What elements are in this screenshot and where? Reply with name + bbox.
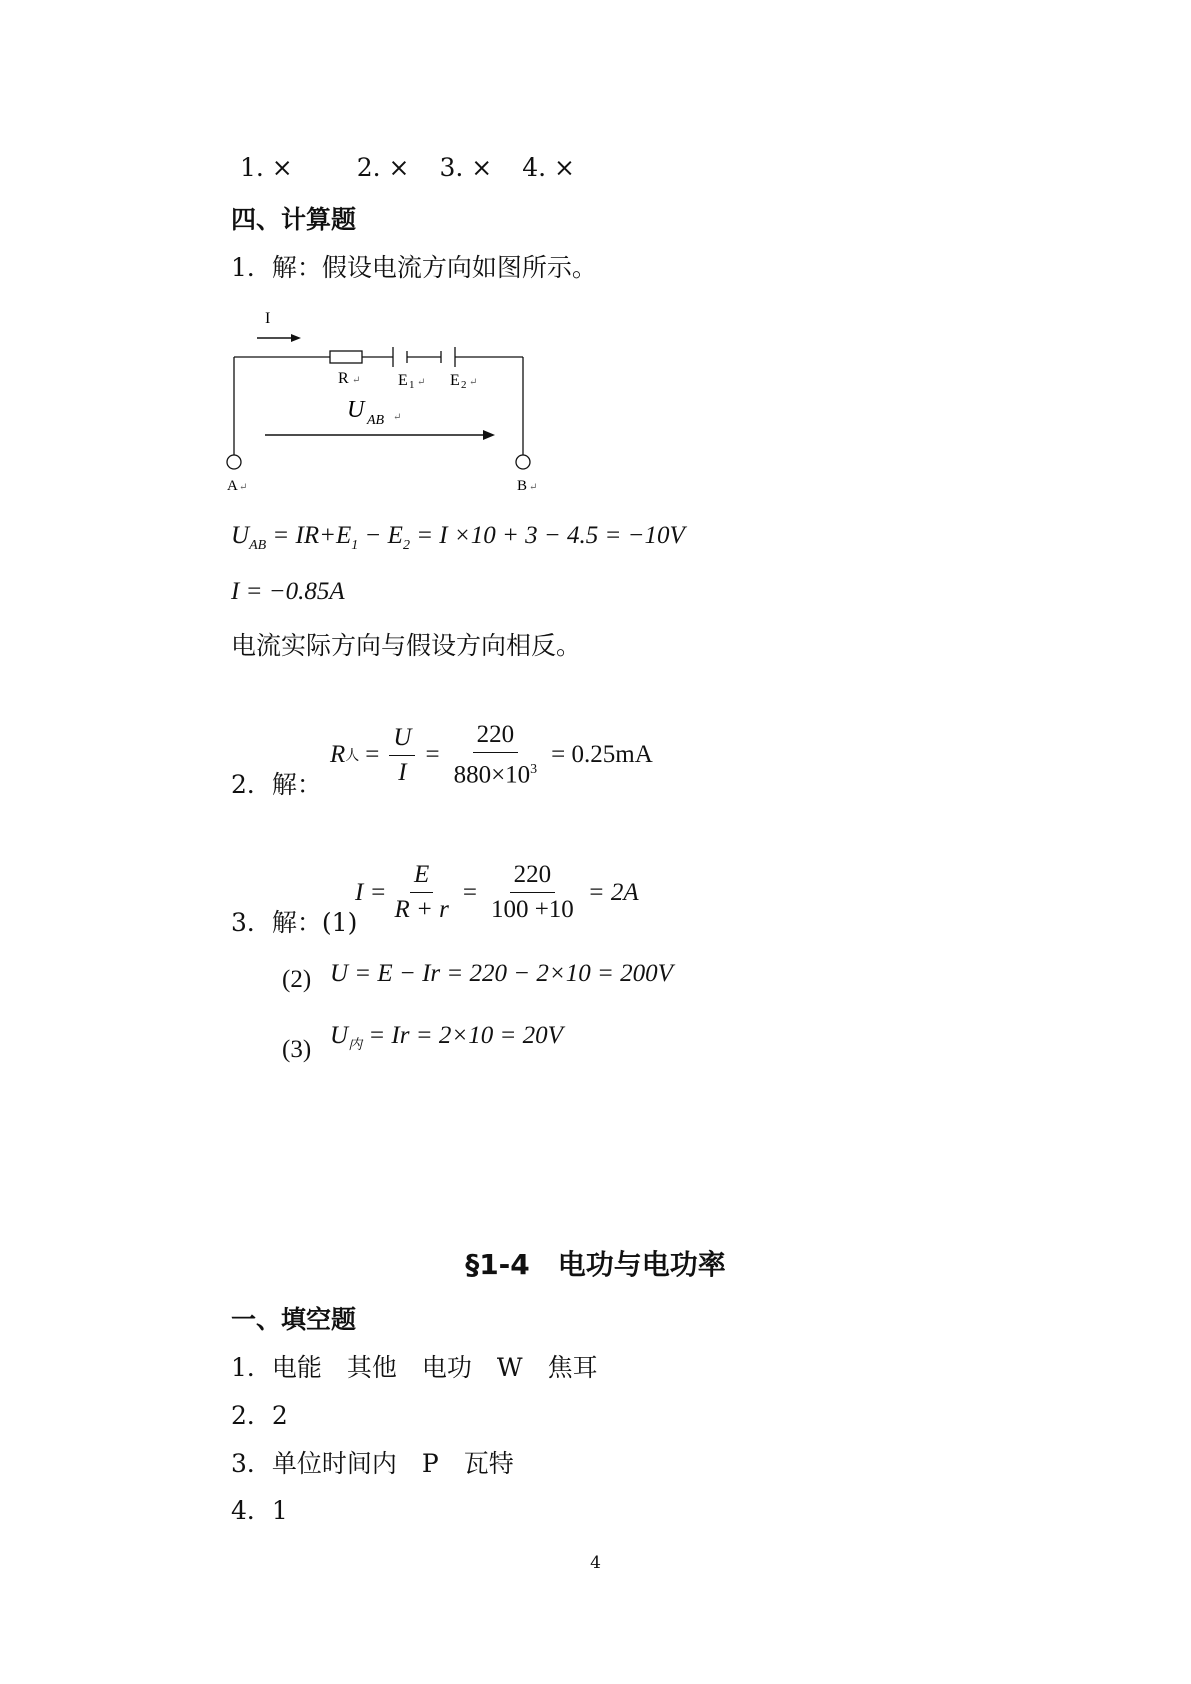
q1-equation-current: I = −0.85A <box>231 578 345 605</box>
q3-eq3-lhs-sub: 内 <box>348 1038 363 1053</box>
uab-arrow-head <box>483 430 495 440</box>
terminal-a <box>227 455 241 469</box>
fill-blank-answer-2: 2．2 <box>231 1401 288 1430</box>
q3-f1-den: R + r <box>394 896 449 923</box>
q1-eq1-e1-sub: 1 <box>351 538 359 553</box>
q2-label: 2．解： <box>231 770 322 799</box>
e2-sub: 2 <box>461 379 467 391</box>
q1-eq1-rhs: = I ×10 + 3 − 4.5 = −10V <box>409 522 685 549</box>
uab-label: U <box>347 397 365 423</box>
e1-label: E <box>398 372 408 389</box>
q1-eq1-lhs: U <box>231 522 250 549</box>
q3-part3-label: (3) <box>282 1036 312 1063</box>
node-b-return-mark: ↵ <box>529 482 538 493</box>
uab-return-mark: ↵ <box>393 412 402 423</box>
q1-conclusion: 电流实际方向与假设方向相反。 <box>231 631 582 660</box>
q3-f1-num: E <box>410 860 433 893</box>
q2-f1-den: I <box>398 758 407 786</box>
q1-eq1-mid: = IR+E <box>266 522 352 549</box>
section-1-4-title: §1-4 电功与电功率 <box>465 1248 726 1281</box>
q3-equation-2: U = E − Ir = 220 − 2×10 = 200V <box>330 960 673 987</box>
tf-answer-4: 4. × <box>522 153 575 182</box>
q3-f2-num: 220 <box>510 860 556 893</box>
q3-fraction-values <box>487 860 578 925</box>
q3-fraction-e-over-rr <box>390 860 452 925</box>
e1-sub: 1 <box>409 379 415 391</box>
uab-sub: AB <box>367 413 385 428</box>
q3-eq1-lhs: I = <box>355 878 387 906</box>
q3-equation-3 <box>330 1022 563 1054</box>
current-label: I <box>265 310 271 327</box>
resistor-symbol <box>330 351 362 363</box>
q3-label: 3．解：(1) <box>231 908 358 937</box>
q1-equation-voltage <box>231 522 685 554</box>
q2-eq-lhs-sub: 人 <box>345 749 360 765</box>
q3-part2-label: (2) <box>282 966 312 993</box>
q3-f2-den: 100 +10 <box>490 896 574 923</box>
tf-answer-1: 1. × <box>240 153 293 182</box>
circuit-diagram <box>215 305 555 505</box>
terminal-b <box>516 455 530 469</box>
q3-eq3-rhs: = Ir = 2×10 = 20V <box>362 1022 563 1049</box>
calc-section-heading: 四、计算题 <box>231 205 357 234</box>
current-arrow-head <box>291 334 301 342</box>
q1-label: 1．解：假设电流方向如图所示。 <box>231 253 597 282</box>
resistor-return-mark: ↵ <box>352 375 361 386</box>
q2-fraction-values <box>450 720 542 790</box>
q2-eq-rhs: = 0.25mA <box>551 741 653 769</box>
q3-eq1-rhs: = 2A <box>587 878 639 906</box>
q3-equation-1: I = $\frac{E}{R + r}$ = $\frac{220}{100 +10}$ = 2A <box>355 861 639 923</box>
q2-eq-lhs: R <box>330 741 346 769</box>
q2-fraction-u-over-i <box>389 723 415 788</box>
q1-eq1-minus-e: − E <box>358 522 403 549</box>
q3-eq3-lhs: U <box>330 1022 349 1049</box>
node-b-label: B <box>517 478 528 494</box>
q1-eq1-lhs-sub: AB <box>249 538 267 553</box>
q2-f1-num: U <box>389 723 415 756</box>
fill-blank-heading: 一、填空题 <box>231 1305 357 1334</box>
node-a-label: A <box>227 478 238 494</box>
e1-return-mark: ↵ <box>417 377 426 388</box>
q2-f2-den-sup: 3 <box>530 762 538 777</box>
fill-blank-answer-3: 3．单位时间内 P 瓦特 <box>231 1449 514 1478</box>
q1-eq1-e2-sub: 2 <box>402 538 410 553</box>
e2-return-mark: ↵ <box>469 377 478 388</box>
tf-answers-row <box>240 153 575 182</box>
resistor-label: R <box>338 370 349 387</box>
e2-label: E <box>450 372 460 389</box>
q2-f2-num: 220 <box>473 720 519 753</box>
tf-answer-2: 2. × <box>356 153 410 182</box>
q2-equation: R 人 = $\frac{U}{I}$ = $\frac{220}{880\times 10^3}$ = 0.25mA <box>330 721 653 789</box>
fill-blank-answer-4: 4．1 <box>231 1496 288 1525</box>
node-a-return-mark: ↵ <box>239 482 248 493</box>
tf-answer-3: 3. × <box>439 153 493 182</box>
fill-blank-answer-1: 1．电能 其他 电功 W 焦耳 <box>231 1353 598 1382</box>
q2-f2-den: 880×10 <box>453 761 531 789</box>
page-number: 4 <box>590 1553 601 1573</box>
